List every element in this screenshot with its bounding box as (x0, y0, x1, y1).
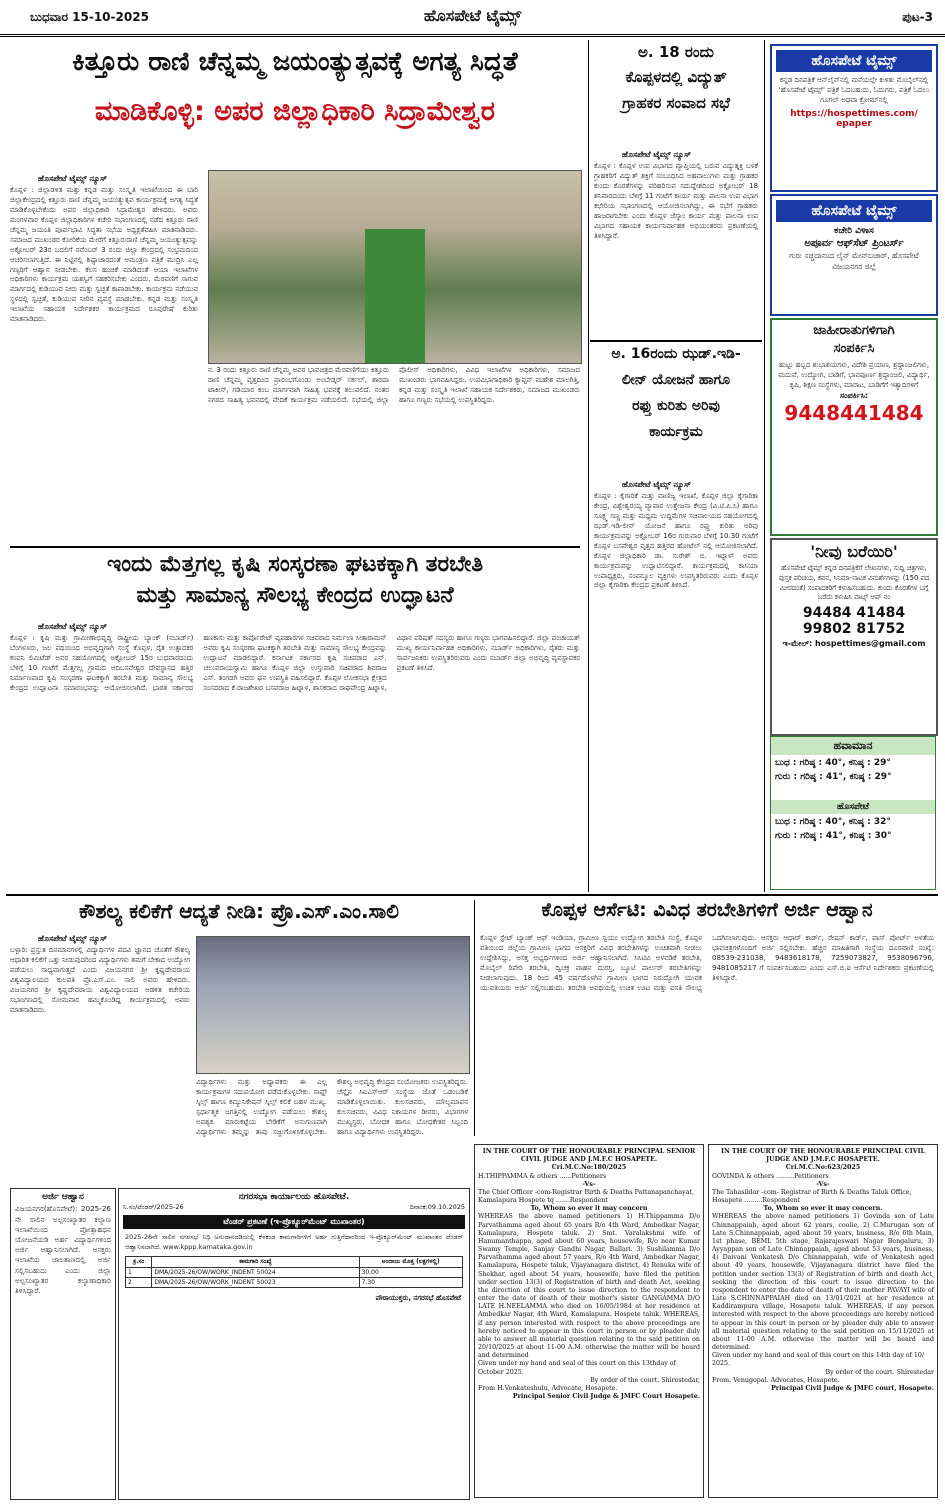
tender-ref: ನಿ.ಸಂ/ಟೆಂಡರ್/2025-26 (123, 1203, 184, 1212)
story4-headline (10, 552, 580, 618)
story3-headline-line2: ಲೀನ್ ಯೋಜನೆ ಹಾಗೂ (621, 372, 731, 389)
weather-title: ಹವಾಮಾನ (771, 737, 935, 755)
story3-headline-line1: ಅ. 16ರಂದು ಝಡ್.ಇಡಿ- (611, 346, 741, 362)
promo1-url[interactable] (772, 109, 936, 129)
story1-body-right: ನ. 3 ರಂದು ಕಿತ್ತೂರು ರಾಣಿ ಚೆನ್ನಮ್ಮ ಅವರ ಭಾವಚಿತ್ರದ ಮೆರವಣಿಗೆಯು ಕಿತ್ತೂರು ರಾಣಿ ಚೆನ್ನಮ್ಮ ವೃತ್ತದಿಂದ ಪ್ರಾರಂಭಗೊಂಡು ಅಂಬೇಡ್ಕರ್ ಸರ್ಕಲ್, ಶಾರದಾ ಟಾಕೀಸ್, ಗಡಿಯಾರ ಕಂಬ ಮಾರ್ಗವಾಗಿ ಸಾಹಿತ್ಯ ಭವನಕ್ಕೆ ತಲುಪಲಿದೆ. ನಂತರ ನಗರದ ಸಾಹಿತ್ಯ ಭವನದಲ್ಲಿ ವೇದಿಕೆ ಕಾರ್ಯಕ್ರಮ ನಡೆಯಲಿದೆ. ಸಭೆಯಲ್ಲಿ ಜಿಲ್ಲಾ ಪೊಲೀಸ್ ಅಧಿಕಾರಿಗಳು, ವಿವಿಧ ಇಲಾಖೆಗಳ ಅಧಿಕಾರಿಗಳು, ಸಮಾಜದ ಮುಖಂಡರು ಭಾಗವಹಿಸಿದ್ದರು. ಉಪವಿಭಾಗಾಧಿಕಾರಿ ಕ್ಯಾಪ್ಟನ್ ಮಹೇಶ ಮಾಲಗಿತ್ತಿ, ಕನ್ನಡ ಮತ್ತು ಸಂಸ್ಕೃತಿ ಇಲಾಖೆ ಸಹಾಯಕ ನಿರ್ದೇಶಕರು, ಸಮಾಜದ ಮುಖಂಡರು ಹಾಗೂ ಗಣ್ಯರು ಸಭೆಯಲ್ಲಿ ಉಪಸ್ಥಿತರಿದ್ದರು. (208, 366, 580, 404)
writers-phone2[interactable]: 99802 81752 (802, 620, 906, 637)
classified-contact: ಸಂಪರ್ಕಿಸಿ: (839, 390, 869, 400)
weather-row: ಬುಧ : ಗರಿಷ್ಠ : 40°, ಕನಿಷ್ಠ : 29° (775, 758, 891, 768)
writers-text: ಹೊಸಪೇಟೆ ಟೈಮ್ಸ್ ಕನ್ನಡ ದಿನಪತ್ರಿಕೆಗೆ ಲೇಖನಗಳು, ಸುದ್ದಿ ಚಿತ್ರಗಳು, ಪುಸ್ತಕ ಪರಿಚಯ, ಕವನ, ಸಿನಿಮಾ-ನಾಟಕ ವಿಮರ್ಶೆಗಳನ್ನು (150 ಪದ ಮೀರದಂತೆ) ಸಂಪಾದಕರಿಗೆ ಕಳುಹಿಸಬಹುದು. ಕುಂದು ಕೊರತೆಗಳ ಬಗ್ಗೆ ಬರೆದು ಕಳುಹಿಸಿ ವಾಟ್ಸ್ ಆಪ್ ನಂ (778, 564, 930, 602)
bottom-left-notice (10, 1188, 116, 1500)
story4-headline-line1: ಇಂದು ಮೆತ್ತಗಲ್ಲ ಕೃಷಿ ಸಂಸ್ಕರಣಾ ಘಟಕಕ್ಕಾಗಿ ತರಬೇತಿ (106, 552, 484, 577)
divider (590, 340, 762, 342)
divider (6, 894, 938, 896)
weather-row: ಗುರು : ಗರಿಷ್ಠ : 41°, ಕನಿಷ್ಠ : 30° (775, 830, 892, 841)
notice2-respondent: The Tahasildar -com- Registrar of Birth & Deaths Taluk Office, Hosapete .........Respondent (712, 1188, 912, 1205)
story2-body: ಕೊಪ್ಪಳ : ಕೊಪ್ಪಳ ಉಪ ವಿಭಾಗದ ವ್ಯಾಪ್ತಿಯಲ್ಲಿ ಬರುವ ವಿದ್ಯುತ್ಶಕ್ತಿ ಬಳಕೆ ಗ್ರಾಹಕರಿಗೆ ವಿದ್ಯುತ್ ಶಕ್ತಿಗೆ ಸಂಬಂಧಿಸಿದ ಅಹವಾಲುಗಳು ಮತ್ತು ಗ್ರಾಹಕರ ಕುಂದು ಕೊರತೆಗಳನ್ನು ಪರಿಹರಿಸುವ ಸದುದ್ದೇಶದಿಂದ ಅಕ್ಟೋಬರ್ 18 ಶನಿವಾರದಂದು ಬೆಳಿಗ್ಗೆ 11 ಗಂಟೆಗೆ ಕಾರ್ಯ ಮತ್ತು ಪಾಲನಾ ಉಪ ವಿಭಾಗ ಕಛೇರಿಯ ಸಭಾಂಗಣದಲ್ಲಿ ಆಯೋಜಿಸಲಾಗಿದ್ದು, ಈ ಸಭೆಗೆ ಗ್ರಾಹಕರು ಹಾಜರಾಗಬೇಕು ಎಂದು ಕೊಪ್ಪಳ ಜೆಸ್ಕಾಂ ಕಾರ್ಯ ಮತ್ತು ಪಾಲನಾ ಉಪ ವಿಭಾಗದ ಸಹಾಯಕ ಕಾರ್ಯನಿರ್ವಾಹಕ ಅಭಿಯಂತರರು ಪ್ರಕಟಣೆಯಲ್ಲಿ ತಿಳಿಸಿದ್ದಾರೆ. (594, 162, 758, 240)
office-address: ಗುರು ಸಚ್ಚಿದಾನಂದ ಲೈನ್ ಮೇನ್‌ಬಜಾರ್, ಹೊಸಪೇಟೆ ವಿಜಯನಗರ ಜಿಲ್ಲೆ (789, 251, 919, 271)
tender-table (125, 1256, 463, 1288)
promo1-url-line1: https://hospettimes.com/ (790, 108, 918, 119)
printer-name: ಅಪೂರ್ವ ಆಫ್‌ಸೆಟ್ ಪ್ರಿಂಟರ್ಸ್ (804, 238, 904, 249)
writers-phone1[interactable]: 94484 41484 (802, 604, 906, 621)
classified-title2: ಸಂಪರ್ಕಿಸಿ (833, 340, 875, 356)
story2-headline-line1: ಅ. 18 ರಂದು (638, 44, 714, 61)
promo2-badge: ಹೊಸಪೇಟೆ ಟೈಮ್ಸ್ (776, 200, 932, 222)
weather-hospet (771, 814, 935, 845)
story6-headline: ಕೊಪ್ಪಳ ಆರ್ಸೆಟಿ: ವಿವಿಧ ತರಬೇತಿಗಳಿಗೆ ಅರ್ಜಿ ಆಹ್ವಾನ (541, 900, 873, 921)
notice1-body: WHEREAS the above named petitioners 1) H.Thippamma D/o Parvathamma aged about 65 years R/o 4th Ward, Ambedkar Nagar, Kamalapura, Hospete taluk. 2) Smt. Varalakshmi wife of Hanumanthappa, aged about 60 years, housewife, R/o near Kumar Swamy Temple, Sanjay Gandhi Nagar, Ballari. 3) Sushilamma D/o Parvathamma aged about 57 years, R/o 4th Ward, Ambedkar Nagar, Kamalapura, Hospete taluk, Vijayanagara district, 4) Renuka wife of Shekhar, aged about 54 years, housewife, have filed the petition under section 13(3) of Registration of birth and death Act, seeking the direction of this court to issue direction to the respondent to enter the date of death of their mother's sister GANGAMMA D/O LATE H.NEELAMMA who died on 16/05/1984 at her residence at Ambedkar Nagar, 4th Ward, Kamalapura. Hospete taluk. WHEREAS, if any person interested with respect to the above proceedings are hereby noticed to appear in this court in person or by pleader duly able to answer all material question relating to the said petition on 20/10/2025 at about 11-00 A.M. otherwise the matter will be heard and determined (478, 1213, 700, 1360)
story2-headline-line3: ಗ್ರಾಹಕರ ಸಂವಾದ ಸಭೆ (622, 93, 730, 112)
divider (10, 546, 580, 548)
notice1-to: To, Whom so ever it may concern (530, 1205, 648, 1213)
story1-byline: ಹೊಸಪೇಟೆ ಟೈಮ್ಸ್ ನ್ಯೂಸ್ (38, 174, 107, 183)
table-header: ಕ್ರ.ಸಂ ಕಾಮಗಾರಿ ಸಂಖ್ಯೆ ಅಂದಾಜು ಮೊತ್ತ (ಲಕ್ಷಗಳಲ್ಲಿ) (126, 1256, 463, 1267)
court-notice-2 (708, 1144, 938, 1498)
notice2-order: By order of the court. Shirestedar (825, 1368, 934, 1376)
story6-body: ಕೊಪ್ಪಳ ಸ್ಟೇಟ್ ಬ್ಯಾಂಕ್ ಆಫ್ ಇಂಡಿಯಾ, ಗ್ರಾಮೀಣ ಸ್ವಯಂ ಉದ್ಯೋಗ ತರಬೇತಿ ಸಂಸ್ಥೆ, ಕೊಪ್ಪಳ ವತಿಯಿಂದ ಜಿಲ್ಲೆಯ ಗ್ರಾಮೀಣ ಭಾಗದ ಆಸಕ್ತರಿಗೆ ವಿವಿಧ ತರಬೇತಿಗಳನ್ನು ಉಚಿತವಾಗಿ ನೀಡಲು ಉದ್ದೇಶಿಸಿದ್ದು, ಆಸಕ್ತ ಅಭ್ಯರ್ಥಿಗಳಿಂದ ಅರ್ಜಿ ಆಹ್ವಾನಿಸಲಾಗಿದೆ. ಸಿಸಿಟಿವಿ ಅಳವಡಿಕೆ ತರಬೇತಿ, ಮೊಬೈಲ್ ರಿಪೇರಿ ತರಬೇತಿ, ದ್ವಿಚಕ್ರ ವಾಹನ ದುರಸ್ತಿ, ಬ್ಯೂಟಿ ಪಾರ್ಲರ್ ತರಬೇತಿಗಳನ್ನು ನೀಡಲಾಗುವುದು. 18 ರಿಂದ 45 ವರ್ಷದೊಳಗಿನ ಗ್ರಾಮೀಣ ಭಾಗದ ನಿರುದ್ಯೋಗಿ ಯುವಕ ಯುವತಿಯರು ಅರ್ಜಿ ಸಲ್ಲಿಸಬಹುದು. ತರಬೇತಿ ಅವಧಿಯಲ್ಲಿ ಉಚಿತ ಊಟ ಮತ್ತು ವಸತಿ ಸೌಲಭ್ಯ ಒದಗಿಸಲಾಗುವುದು. ಆಸಕ್ತರು ಆಧಾರ್ ಕಾರ್ಡ್, ರೇಷನ್ ಕಾರ್ಡ್, ಪಾಸ್ ಪೋರ್ಟ್ ಅಳತೆಯ ಭಾವಚಿತ್ರಗಳೊಂದಿಗೆ ಅರ್ಜಿ ಸಲ್ಲಿಸಬೇಕು. ಹೆಚ್ಚಿನ ಮಾಹಿತಿಗಾಗಿ ಸಂಸ್ಥೆಯ ದೂರವಾಣಿ ಸಂಖ್ಯೆ: 08539-231038, 9483618178, 7259073827, 9538096796, 9481085217 ಗೆ ಸಂಪರ್ಕಿಸಬಹುದು ಎಂದು ಎಸ್.ಬಿ.ಐ ಆರ್ಸೆಟಿ ನಿರ್ದೇಶಕರು ಪ್ರಕಟಣೆಯಲ್ಲಿ ತಿಳಿಸಿದ್ದಾರೆ. (480, 934, 934, 992)
notice1-petitioner: H.THIPPAMMA & others ......Petitioners (478, 1172, 607, 1180)
court-notice-1 (474, 1144, 704, 1498)
promo1-text: ಕನ್ನಡ ದಿನಪತ್ರಿಕೆ ಆನ್‌ಲೈನ್‌ನಲ್ಲಿ ಮನೆಯಲ್ಲೇ ಕುಳಿತು ಮೊಬೈಲ್‌ನಲ್ಲಿ 'ಹೊಸಪೇಟೆ ಟೈಮ್ಸ್' ಪತ್ರಿಕೆ ಓದಬಹುದು, ಓದುಗರು, ಪತ್ರಿಕೆ ಓದಲು ಗೂಗಲ್ ಅಥವಾ ಕ್ರೋಮ್‌ನಲ್ಲಿ (778, 76, 930, 104)
notice2-vs: -Vs- (816, 1180, 830, 1188)
classified-text: ಹುಟ್ಟು ಹಬ್ಬದ ಶುಭಾಶಯಗಳು, ವಿದೇಶಿ ಪ್ರಯಾಣ, ಶ್ರದ್ಧಾಂಜಲಿಗಳು, ಮದುವೆ, ಉದ್ಯೋಗ, ಬಾಡಿಗೆ, ಭಾವಪೂರ್ಣ ಶ್ರದ್ಧಾಂಜಲಿ, ವಿದ್ಯಾರ್ಥಿ, ಕೃಷಿ, ಶಿಕ್ಷಣ ಸಂಸ್ಥೆಗಳು, ಮಾರಾಟ, ಬಾಡಿಗೆಗೆ ಇತ್ಯಾದಿಗಳಿಗೆ (778, 360, 930, 389)
writers-title: 'ನೀವು ಬರೆಯಿರಿ' (810, 542, 898, 561)
notice2-sign: Principal Civil Judge & JMFC court, Hosapete. (771, 1384, 934, 1392)
notice1-case: Cri.M.C.No:180/2025 (551, 1164, 627, 1172)
notice2-court: IN THE COURT OF THE HONOURABLE PRINCIPAL CIVIL JUDGE AND J.M.F.C HOSAPETE. (721, 1148, 925, 1164)
story2-byline: ಹೊಸಪೇಟೆ ಟೈಮ್ಸ್ ನ್ಯೂಸ್ (622, 150, 691, 159)
tender-date: ದಿನಾಂಕ:09.10.2025 (409, 1203, 465, 1212)
story5-byline: ಹೊಸಪೇಟೆ ಟೈಮ್ಸ್ ನ್ಯೂಸ್ (38, 934, 107, 943)
story4-byline: ಹೊಸಪೇಟೆ ಟೈಮ್ಸ್ ನ್ಯೂಸ್ (38, 622, 107, 631)
notice2-case: Cri.M.C.No:623/2025 (785, 1164, 861, 1172)
notice2-body: WHEREAS the above named petitioners 1) Govinda son of Late Chinnappaiah, aged about 62 years, coolie, 2) C.Murugan son of Late S.Chinnappaiah, aged about 59 years, business, R/o 6th Main, 1st phase, BEML 5th stage, Rajarajeswari Nagar Bengaluru, 3) Ayyappan son of Late Chinnappaiah, aged about 53 years, business, 4) Daivani Venkatesh D/o Chinnappaiah, wife of Venkatesh aged about 49 years, housewife, Vijayanagara district have filed the petition under section 13(3) of Registration of birth and death Act, seeking the direction of this court to issue direction to the respondent to enter the date of death of their mother PAVAYI wife of Late S.CHINNAPPAIAH died on 13/01/2021 at her residence at Kaddirampura village, Hosapete taluk. WHEREAS, if any person interested with respect to the above proceedings are hereby noticed to appear in this court in person or by pleader duly able to answer all material question relating to the said petition on 15/11/2025 at about 11-00 A.M. otherwise the matter will be heard and determined. (712, 1213, 934, 1352)
masthead (0, 0, 945, 37)
notice2-petitioner: GOVINDA & others .........Petitioners (712, 1172, 829, 1180)
issue-date: ಬುಧವಾರ 15-10-2025 (30, 10, 149, 24)
office-label: ಕಚೇರಿ ವಿಳಾಸ (834, 226, 874, 236)
tender-footer: ಪೌರಾಯುಕ್ತರು, ನಗರಸಭೆ ಹೊಸಪೇಟೆ (375, 1293, 461, 1302)
notice1-vs: -Vs- (582, 1180, 596, 1188)
notice1-court: IN THE COURT OF THE HONOURABLE PRINCIPAL SENIOR CIVIL JUDGE AND J.M.F.C HOSAPETE. (482, 1148, 696, 1164)
notice2-to: To, Whom so ever it may concern. (763, 1205, 883, 1213)
tender-table-wrap (119, 1254, 469, 1290)
story2-headline-line2: ಕೊಪ್ಪಳದಲ್ಲಿ ವಿದ್ಯುತ್ (625, 68, 727, 87)
notice1-from: From H.Venkateshulu, Advocate, Hosapete. (478, 1384, 618, 1392)
story5-body-bottom: ವಿದ್ಯಾರ್ಥಿಗಳು ಮತ್ತು ಅಧ್ಯಾಪಕರು ಈ ಎಲ್ಲ ಕಾರ್ಯಕ್ರಮಗಳ ಸದುಪಯೋಗ ಪಡೆದುಕೊಳ್ಳಬೇಕು. ಸಾಫ್ಟ್ ಸ್ಕಿಲ್ಸ್ ಹಾಗೂ ಕಮ್ಯುನಿಕೇಷನ್ ಸ್ಕಿಲ್ಸ್ ಕಲಿಕೆ ಬಹಳ ಮುಖ್ಯ. ಸ್ಪರ್ಧಾತ್ಮಕ ಜಗತ್ತಿನಲ್ಲಿ ಉದ್ಯೋಗ ಪಡೆಯಲು ಕೌಶಲ್ಯ ಅವಶ್ಯಕ. ಮಾರುಕಟ್ಟೆಯ ಬೇಡಿಕೆಗೆ ಅನುಗುಣವಾಗಿ ವಿದ್ಯಾರ್ಥಿಗಳು ತಮ್ಮನ್ನು ತಾವು ಸಜ್ಜುಗೊಳಿಸಿಕೊಳ್ಳಬೇಕು. ಕೌಶಲ್ಯ ಅಭಿವೃದ್ಧಿ ಕೇಂದ್ರದ ಸಂಯೋಜಕರು ಉಪಸ್ಥಿತರಿದ್ದರು. ಚೆನ್ನೈನ ಸಿಐಎಸ್ಆರ್ ಸಂಸ್ಥೆಯ ಜೊತೆ ಒಡಂಬಡಿಕೆ ಮಾಡಿಕೊಳ್ಳಲಾಯಿತು. ಕುಲಸಚಿವರು, ಮೌಲ್ಯಮಾಪನ ಕುಲಸಚಿವರು, ವಿವಿಧ ನಿಕಾಯಗಳ ಡೀನರು, ವಿಭಾಗಗಳ ಮುಖ್ಯಸ್ಥರು, ಬೋಧಕ ಹಾಗೂ ಬೋಧಕೇತರ ಸಿಬ್ಬಂದಿ ಹಾಗೂ ವಿದ್ಯಾರ್ಥಿಗಳು ಉಪಸ್ಥಿತರಿದ್ದರು. (196, 1078, 468, 1136)
story3-headline-line3: ರಫ್ತು ಕುರಿತು ಅರಿವು (632, 398, 720, 415)
event-photo (196, 936, 470, 1074)
story3-headline-line4: ಕಾರ್ಯಕ್ರಮ (649, 424, 703, 441)
story1-headline-line1: ಕಿತ್ತೂರು ರಾಣಿ ಚೆನ್ನಮ್ಮ ಜಯಂತ್ಯುತ್ಸವಕ್ಕೆ ಅಗತ್ಯ ಸಿದ್ಧತೆ (72, 48, 518, 77)
weather-city2: ಹೊಸಪೇಟೆ (771, 800, 935, 814)
online-promo-ad (770, 44, 938, 192)
classified-ad (770, 318, 938, 536)
classified-phone[interactable]: 9448441484 (784, 400, 924, 425)
write-to-us-ad (770, 538, 938, 736)
story4-body: ಕೊಪ್ಪಳ : ಕೃಷಿ ಮತ್ತು ಗ್ರಾಮೀಣಾಭಿವೃದ್ಧಿ ರಾಷ್ಟ್ರೀಯ ಬ್ಯಾಂಕ್ (ನಬಾರ್ಡ್) ಬೆಂಗಳೂರು, ಜಲ ಪಥಿಯಿಂದ ಅಭಿವೃದ್ಧಿಗಾಗಿ ಸಂಸ್ಥೆ ಕೊಪ್ಪಳ, ರೈತ ಉತ್ಪಾದಕರ ಕಂಪನಿ ಲಿಮಿಟೆಡ್ ಅವರ ಸಹಯೋಗದಲ್ಲಿ ಅಕ್ಟೋಬರ್ 15ರ ಬುಧವಾರದಂದು ಬೆಳಿಗ್ಗೆ 10 ಗಂಟೆಗೆ ಮೆತ್ತಗಲ್ಲ ಗ್ರಾಮದ ಆದಿಬಸವೇಶ್ವರ ದೇವಸ್ಥಾನದ ಹತ್ತಿರ ನಿರ್ಮಾಣವಾದ ಕೃಷಿ ಸಂಸ್ಕರಣಾ ಘಟಕಕ್ಕಾಗಿ ತರಬೇತಿ ಮತ್ತು ಸಾಮಾನ್ಯ ಸೌಲಭ್ಯ ಕೇಂದ್ರದ ಉದ್ಘಾಟನಾ ಸಮಾರಂಭವನ್ನು ಆಯೋಜಿಸಲಾಗಿದೆ. ಭಾರತ ಸರ್ಕಾರದ ಹಣಕಾಸು ಮತ್ತು ಕಾರ್ಪೊರೇಟ್ ವ್ಯವಹಾರಗಳ ಸಚಿವರಾದ ನಿರ್ಮಲಾ ಸೀತಾರಾಮನ್ ಅವರು ಕೃಷಿ ಸಂಸ್ಕರಣಾ ಘಟಕಕ್ಕಾಗಿ ತರಬೇತಿ ಮತ್ತು ಸಾಮಾನ್ಯ ಸೌಲಭ್ಯ ಕೇಂದ್ರವನ್ನು ಉದ್ಘಾಟನೆ ಮಾಡಲಿದ್ದಾರೆ. ಕರ್ನಾಟಕ ಸರ್ಕಾರದ ಕೃಷಿ ಸಚಿವರಾದ ಎನ್. ಚಲುವರಾಯಸ್ವಾಮಿ ಹಾಗೂ ಕೊಪ್ಪಳ ಜಿಲ್ಲಾ ಉಸ್ತುವಾರಿ ಸಚಿವರಾದ ಶಿವರಾಜ ಎಸ್. ತಂಗಡಗಿ ಅವರು ಘನ ಉಪಸ್ಥಿತಿ ವಹಿಸಲಿದ್ದಾರೆ. ಕೊಪ್ಪಳ ಲೋಕಸಭಾ ಕ್ಷೇತ್ರದ ಸಂಸದರಾದ ಕೆ.ರಾಜಶೇಖರ ಬಸವರಾಜ ಹಿಟ್ನಾಳ, ಶಾಸಕರಾದ ರಾಘವೇಂದ್ರ ಹಿಟ್ನಾಳ, ವಿಧಾನ ಪರಿಷತ್ ಸದಸ್ಯರು ಹಾಗೂ ಗಣ್ಯರು ಭಾಗವಹಿಸಲಿದ್ದಾರೆ. ಜಿಲ್ಲಾ ಪಂಚಾಯತ್ ಮುಖ್ಯ ಕಾರ್ಯನಿರ್ವಾಹಕ ಅಧಿಕಾರಿಗಳು, ನಬಾರ್ಡ್ ಅಧಿಕಾರಿಗಳು, ರೈತರು ಮತ್ತು ಸಾರ್ವಜನಿಕರು ಉಪಸ್ಥಿತರಿರುವರು ಎಂದು ನಬಾರ್ಡ್ ಜಿಲ್ಲಾ ಅಭಿವೃದ್ಧಿ ವ್ಯವಸ್ಥಾಪಕರ ಪ್ರಕಟಣೆ ತಿಳಿಸಿದೆ. (10, 634, 580, 692)
tender-refline (119, 1202, 469, 1213)
column-rule (588, 40, 589, 892)
tender-intro: 2025-26ನೇ ಸಾಲಿನ ನಗರಸಭೆ ನಿಧಿ ಅನುದಾನದಡಿಯಲ್ಲಿ ಕೆಳಕಂಡ ಕಾಮಗಾರಿಗಳಿಗೆ ಅರ್ಹ ಗುತ್ತಿಗೆದಾರರಿಂದ ಇ-ಪ್ರೊಕ್ಯೂರ್‌ಮೆಂಟ್ ಮುಖಾಂತರ ಟೆಂಡರ್ ಆಹ್ವಾನಿಸಲಾಗಿದೆ. www.kppp.karnataka.gov.in (125, 1233, 463, 1251)
office-address-ad (770, 194, 938, 316)
story5-headline: ಕೌಶಲ್ಯ ಕಲಿಕೆಗೆ ಆದ್ಯತೆ ನೀಡಿ: ಪ್ರೊ.ಎಸ್.ಎಂ.ಸಾಲಿ (79, 900, 399, 923)
story1-body-left: ಕೊಪ್ಪಳ : ಜಿಲ್ಲಾಡಳಿತ ಮತ್ತು ಕನ್ನಡ ಮತ್ತು ಸಂಸ್ಕೃತಿ ಇಲಾಖೆಯಿಂದ ಈ ಬಾರಿ ಜಿಲ್ಲಾಕೇಂದ್ರದಲ್ಲಿ ಕಿತ್ತೂರು ರಾಣಿ ಚೆನ್ನಮ್ಮ ಜಯಂತ್ಯುತ್ಸವ ಕಾರ್ಯಕ್ರಮಕ್ಕೆ ಅಗತ್ಯ ಸಿದ್ಧತೆ ಮಾಡಿಕೊಳ್ಳಬೇಕೆಂದು ಅಪರ ಜಿಲ್ಲಾಧಿಕಾರಿ ಸಿದ್ರಾಮೇಶ್ವರ ಹೇಳಿದರು. ಅವರು ಮಂಗಳವಾರ ಕೊಪ್ಪಳ ಜಿಲ್ಲಾಧಿಕಾರಿಗಳ ಕಚೇರಿ ಸಭಾಂಗಣದಲ್ಲಿ ನಡೆದ ಕಿತ್ತೂರು ರಾಣಿ ಚೆನ್ನಮ್ಮ ಜಯಂತಿ ಪೂರ್ವಭಾವಿ ಸಿದ್ಧತಾ ಸಭೆಯ ಅಧ್ಯಕ್ಷತೆವಹಿಸಿ ಮಾತನಾಡಿದರು. ಸಮಾಜದ ಮುಖಂಡರ ಕೋರಿಕೆಯ ಮೇರೆಗೆ ಕಿತ್ತೂರುರಾಣಿ ಚೆನ್ನಮ್ಮ ಜಯಂತ್ಯುತ್ಸವನ್ನು ಅಕ್ಟೋಬರ್ 23ರ ಬದಲಿಗೆ ನವೆಂಬರ್ 3 ರಂದು ಜಿಲ್ಲಾ ಕೇಂದ್ರದಲ್ಲಿ ಸಂಭ್ರಮದಿಂದ ಆಚರಿಸಲಾಗುತ್ತಿದೆ. ಈ ನಿಟ್ಟಿನಲ್ಲಿ ಶಿಷ್ಟಾಚಾರದಂತೆ ಆಮಂತ್ರಣ ಪತ್ರಿಕೆ ಮುದ್ರಿಸಿ ಎಲ್ಲ ಗಣ್ಯರಿಗೆ ಆಹ್ವಾನ ನೀಡಬೇಕು. ಕೆಲಸ ಹಂಚಿಕೆ ಮಾಡಿದಂತೆ ಆಯಾ ಇಲಾಖೆಗಳ ಅಧಿಕಾರಿಗಳು ಕಾರ್ಯಕ್ರಮ ಯಶಸ್ವಿಗೆ ಸಹಕರಿಸಬೇಕು ಎಂದರು. ಮೆರವಣಿಗೆ ಸಾಗುವ ಮಾರ್ಗದಲ್ಲಿ ಕುಡಿಯುವ ನೀರು ಮತ್ತು ಸ್ವಚ್ಛತೆ ಕಾಪಾಡಬೇಕು. ಕಾರ್ಯಕ್ರಮ ನಡೆಯುವ ಸ್ಥಳದಲ್ಲಿ ಸ್ವಚ್ಛತೆ, ಕುಡಿಯುವ ನೀರಿನ ವ್ಯವಸ್ಥೆ ಮಾಡಬೇಕು. ಕನ್ನಡ ಮತ್ತು ಸಂಸ್ಕೃತಿ ಇಲಾಖೆಯ ಸಹಾಯಕ ನಿರ್ದೇಶಕರ ಕಾರ್ಯಕ್ರಮದ ರೂಪುರೇಷೆ ಕುರಿತು ಮಾತನಾಡಿದರು. (10, 186, 198, 324)
story1-headline (10, 48, 580, 168)
column-rule (764, 40, 765, 892)
story4-headline-line2: ಮತ್ತು ಸಾಮಾನ್ಯ ಸೌಲಭ್ಯ ಕೇಂದ್ರದ ಉದ್ಘಾಟನೆ (136, 583, 454, 609)
notice1-respondent: The Chief Officer -com-Registrar Birth & Deaths Pattanapanchayat, Kamalapura Hospete tq .......Respondent (478, 1188, 694, 1205)
tender-notice (118, 1188, 470, 1500)
notice1-order: By order of the court. Shirestedar, (590, 1376, 700, 1384)
weather-row: ಗುರು : ಗರಿಷ್ಠ : 41°, ಕನಿಷ್ಠ : 29° (775, 771, 892, 782)
story1-headline-line2: ಮಾಡಿಕೊಳ್ಳಿ: ಅಪರ ಜಿಲ್ಲಾಧಿಕಾರಿ ಸಿದ್ರಾಮೇಶ್ವರ (94, 95, 496, 127)
story3-byline: ಹೊಸಪೇಟೆ ಟೈಮ್ಸ್ ನ್ಯೂಸ್ (622, 480, 691, 489)
bottom-left-text: ವಿಜಯನಗರ(ಹೊಸಪೇಟೆ): 2025-26 ನೇ ಸಾಲಿನ ಅಲ್ಪಸಂಖ್ಯಾತರ ಕಲ್ಯಾಣ ಇಲಾಖೆಯಿಂದ ಪ್ರೋತ್ಸಾಹಧನ ಯೋಜನೆಯಡಿ ಅರ್ಹ ವಿದ್ಯಾರ್ಥಿಗಳಿಂದ ಅರ್ಜಿ ಆಹ್ವಾನಿಸಲಾಗಿದೆ. ಆಸಕ್ತರು ಇಲಾಖೆಯ ಜಾಲತಾಣದಲ್ಲಿ ಅರ್ಜಿ ಸಲ್ಲಿಸಬಹುದು ಎಂದು ಜಿಲ್ಲಾ ಅಲ್ಪಸಂಖ್ಯಾತರ ಕಲ್ಯಾಣಾಧಿಕಾರಿ ತಿಳಿಸಿದ್ದಾರೆ. (15, 1204, 111, 1296)
tender-heading: ಟೆಂಡರ್ ಪ್ರಕಟಣೆ (ಇ-ಪ್ರೊಕ್ಯೂರ್‌ಮೆಂಟ್ ಮುಖಾಂತರ) (123, 1215, 465, 1229)
weather-box (770, 736, 936, 890)
bottom-left-title: ಅರ್ಜಿ ಆಹ್ವಾನ (42, 1192, 84, 1202)
story5-body-top: ಬಳ್ಳಾರಿ: ಪ್ರಸ್ತುತ ದಿನಮಾನಗಳಲ್ಲಿ ವಿದ್ಯಾರ್ಥಿಗಳ ಪದವಿ ಜ್ಞಾನದ ಜೊತೆಗೆ ಕೌಶಲ್ಯ ಆಧಾರಿತ ಕಲಿಕೆಗೆ ಒತ್ತು ನೀಡುವುದರಿಂದ ವಿದ್ಯಾರ್ಥಿಗಳು ತಮಗೆ ಬೇಕಾದ ಉದ್ಯೋಗ ಪಡೆಯಲು ಸಾಧ್ಯವಾಗುತ್ತದೆ ಎಂದು ವಿಜಯನಗರ ಶ್ರೀ ಕೃಷ್ಣದೇವರಾಯ ವಿಶ್ವವಿದ್ಯಾಲಯದ ಕುಲಪತಿ ಪ್ರೊ.ಎಸ್.ಎಂ. ಸಾಲಿ ಅವರು ಹೇಳಿದರು. ವಿಜಯನಗರ ಶ್ರೀ ಕೃಷ್ಣದೇವರಾಯ ವಿಶ್ವವಿದ್ಯಾಲಯದ ಆಡಳಿತ ಕಚೇರಿಯ ಸಭಾಂಗಣದಲ್ಲಿ ಸೋಮವಾರ ಹಮ್ಮಿಕೊಂಡಿದ್ದ ಕಾರ್ಯಕ್ರಮದಲ್ಲಿ ಅವರು ಮಾತನಾಡಿದರು. (10, 946, 190, 1014)
notice2-given: Given under my hand and seal of this court on this 14th day of 10/ 2025. (712, 1352, 925, 1368)
promo1-badge: ಹೊಸಪೇಟೆ ಟೈಮ್ಸ್ (776, 50, 932, 72)
page-number: ಪುಟ-3 (902, 10, 933, 24)
story3-headline (594, 346, 758, 476)
notice1-sign: Principal Senior Civil Judge & JMFC Court Hosapete. (512, 1393, 700, 1401)
paper-title: ಹೊಸಪೇಟೆ ಟೈಮ್ಸ್ (423, 6, 522, 25)
weather-koppal (771, 755, 935, 786)
story3-body: ಕೊಪ್ಪಳ : ಕೈಗಾರಿಕೆ ಮತ್ತು ವಾಣಿಜ್ಯ ಇಲಾಖೆ, ಕೊಪ್ಪಳ ಜಿಲ್ಲಾ ಕೈಗಾರಿಕಾ ಕೇಂದ್ರ, ವಿಶ್ವೇಶ್ವರಯ್ಯ ವ್ಯಾಪಾರ ಉತ್ತೇಜನಾ ಕೇಂದ್ರ (ವಿ.ಟಿ.ಪಿ.ಸಿ) ಹಾಗೂ ಸೂಕ್ಷ್ಮ ಸಣ್ಣ ಮತ್ತು ಮಧ್ಯಮ ಉದ್ದಿಮೆಗಳ ಸಚಿವಾಲಯದ ಸಹಯೋಗದಲ್ಲಿ ಝಡ್.ಇಡಿ-ಲೀನ್ ಯೋಜನೆ ಹಾಗೂ ರಫ್ತು ಕುರಿತು ಅರಿವು ಕಾರ್ಯಕ್ರಮವನ್ನು ಅಕ್ಟೋಬರ್ 16ರ ಗುರುವಾರ ಬೆಳಿಗ್ಗೆ 10.30 ಗಂಟೆಗೆ ಕೊಪ್ಪಳ ಬಸವೇಶ್ವರ ವೃತ್ತದ ಹತ್ತಿರದ ಹೋಟೆಲ್ ನಲ್ಲಿ ಆಯೋಜಿಸಲಾಗಿದೆ. ಕೊಪ್ಪಳ ಜಿಲ್ಲಾಧಿಕಾರಿ ಡಾ. ಸುರೇಶ್ ಬಿ. ಇಟ್ನಾಳ್ ಅವರು ಕಾರ್ಯಕ್ರಮವನ್ನು ಉದ್ಘಾಟಿಸಲಿದ್ದಾರೆ. ಕಾರ್ಯಕ್ರಮದಲ್ಲಿ ಕಾಸಿಯಾ ಉಪಾಧ್ಯಕ್ಷರು, ಸಂಪನ್ಮೂಲ ವ್ಯಕ್ತಿಗಳು ಉಪಸ್ಥಿತರಿರುವರು ಎಂದು ಕೊಪ್ಪಳ ಜಿಲ್ಲಾ ಕೈಗಾರಿಕಾ ಕೇಂದ್ರದ ಪ್ರಕಟಣೆ ತಿಳಿಸಿದೆ. (594, 492, 758, 590)
promo1-url-line2: epaper (836, 118, 872, 129)
weather-row: ಬುಧ : ಗರಿಷ್ಠ : 40°, ಕನಿಷ್ಠ : 32° (775, 817, 891, 827)
table-row: 1 DMA/2025-26/OW/WORK_INDENT 50024 30.00 (126, 1267, 463, 1277)
column-rule (474, 900, 475, 1136)
story2-headline (594, 44, 758, 144)
meeting-photo (208, 170, 582, 364)
notice1-given: Given under my hand and seal of this court on this 13thday of October 2025. (478, 1360, 676, 1376)
notice2-from: From. Venugopal. Advocates, Hosapete. (712, 1376, 840, 1384)
tender-title: ನಗರಸಭಾ ಕಾರ್ಯಾಲಯ ಹೊಸಪೇಟೆ. (238, 1192, 350, 1202)
classified-title1: ಜಾಹೀರಾತುಗಳಿಗಾಗಿ (813, 323, 895, 338)
writers-email[interactable]: ಇ-ಮೇಲ್: hospettimes@gmail.com (782, 638, 926, 648)
table-row: 2 DMA/2025-26/OW/WORK_INDENT 50023 7.30 (126, 1277, 463, 1287)
